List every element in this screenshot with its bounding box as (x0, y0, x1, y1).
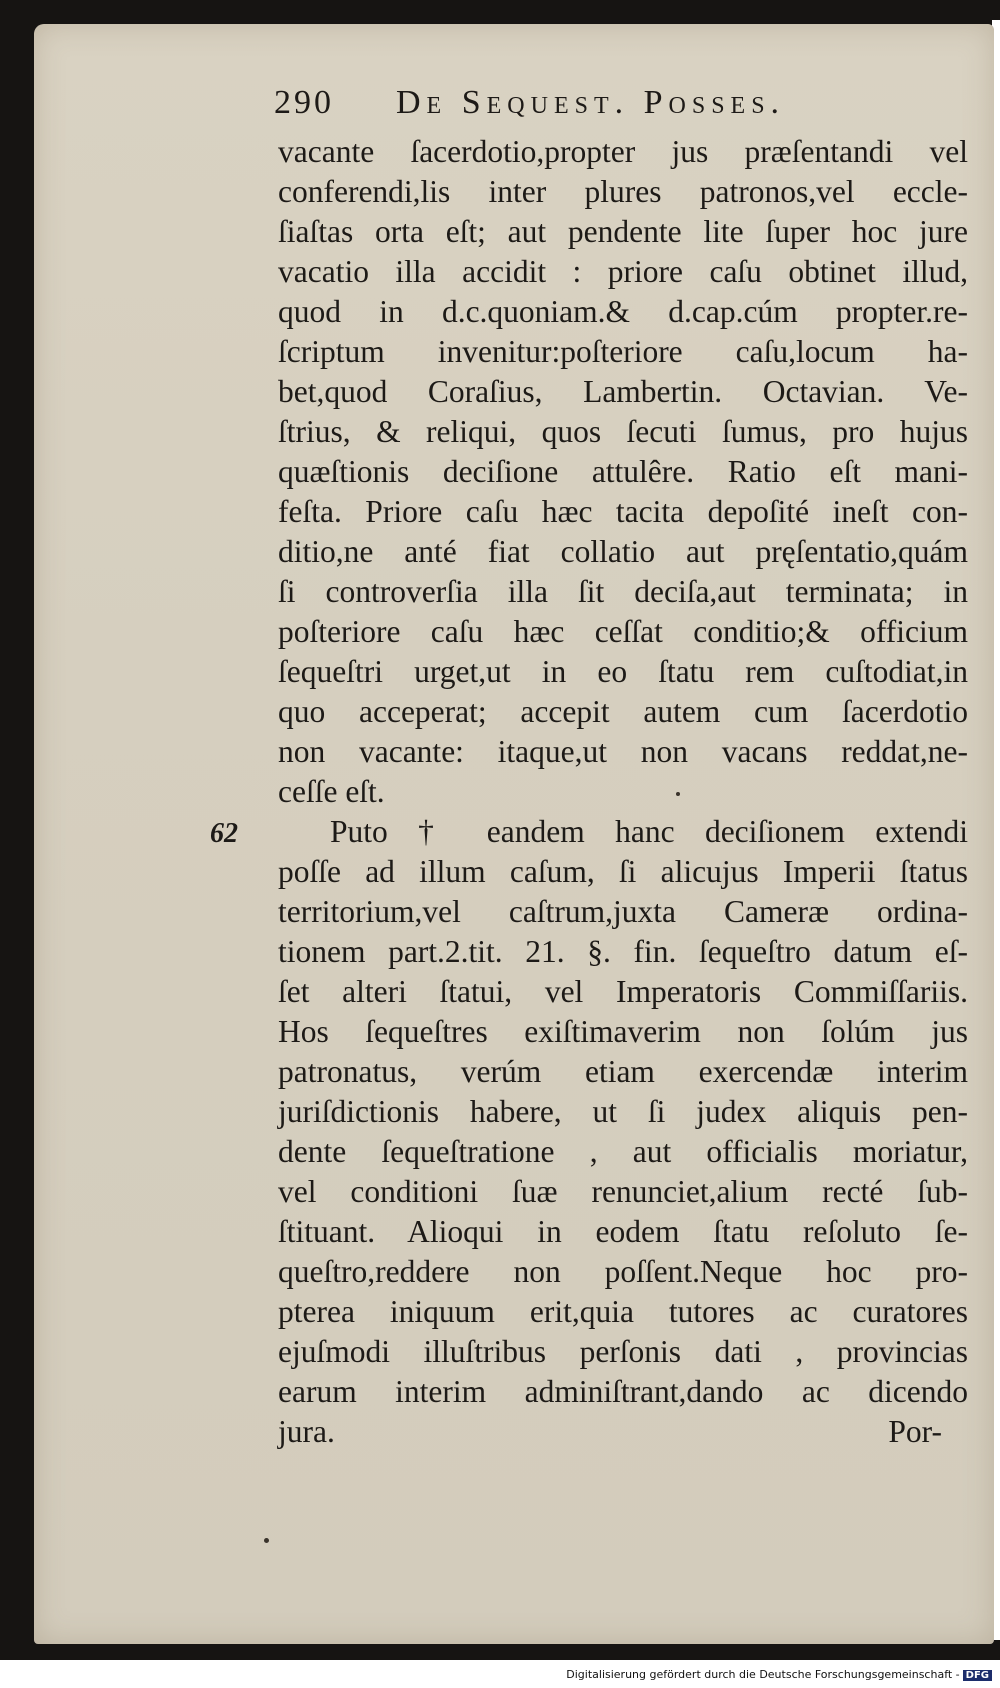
text-line-last (278, 1412, 968, 1452)
text-line: conferendi,lis inter plures patronos,vel eccle- (278, 174, 968, 209)
text-line: quo acceperat; accepit autem cum ſacerdotio (278, 694, 968, 729)
text-line: patronatus, verúm etiam exercendæ interim (278, 1054, 968, 1089)
credit-text: Digitalisierung gefördert durch die Deutsche Forschungsgemeinschaft - (566, 1668, 960, 1681)
text-line: queſtro,reddere non poſſent.Neque hoc pro- (278, 1254, 968, 1289)
final-word: jura. (278, 1414, 335, 1449)
body-text (278, 132, 968, 1452)
text-line: quæſtionis deciſione attulêre. Ratio eſt mani- (278, 454, 968, 489)
text-line-paragraph-start: Puto † eandem hanc deciſionem extendi (330, 814, 968, 849)
text-line-paragraph-end: ceſſe eſt. (278, 774, 385, 809)
ink-speck (264, 1538, 269, 1543)
text-line: poſſe ad illum caſum, ſi alicujus Imperii ſtatus (278, 854, 968, 889)
text-line: tionem part.2.tit. 21. §. fin. ſequeſtro datum eſ- (278, 934, 968, 969)
dfg-logo: DFG (963, 1670, 992, 1681)
text-line: vacatio illa accidit : priore caſu obtinet illud, (278, 254, 968, 289)
text-line: ſcriptum invenitur:poſteriore caſu,locum ha- (278, 334, 968, 369)
text-line: ſtituant. Alioqui in eodem ſtatu reſoluto ſe- (278, 1214, 968, 1249)
text-line: ejuſmodi illuſtribus perſonis dati , provincias (278, 1334, 968, 1369)
digitization-credit (566, 1668, 992, 1681)
catchword: Por- (888, 1414, 942, 1449)
text-line: pterea iniquum erit,quia tutores ac curatores (278, 1294, 968, 1329)
text-line: earum interim adminiſtrant,dando ac dicendo (278, 1374, 968, 1409)
text-line: bet,quod Coraſius, Lambertin. Octavian. Ve- (278, 374, 968, 409)
text-line: Hos ſequeſtres exiſtimaverim non ſolúm jus (278, 1014, 968, 1049)
ink-speck (676, 792, 680, 796)
text-line: vel conditioni ſuæ renunciet,alium recté ſub- (278, 1174, 968, 1209)
text-line: feſta. Priore caſu hæc tacita depoſité ineſt con- (278, 494, 968, 529)
text-line: ſtrius, & reliqui, quos ſecuti ſumus, pro hujus (278, 414, 968, 449)
text-line: juriſdictionis habere, ut ſi judex aliquis pen- (278, 1094, 968, 1129)
text-line: poſteriore caſu hæc ceſſat conditio;& officium (278, 614, 968, 649)
page-number: 290 (274, 84, 334, 121)
running-head: De Sequest. Posses. (396, 84, 786, 121)
text-line: ſequeſtri urget,ut in eo ſtatu rem cuſtodiat,in (278, 654, 968, 689)
margin-note-number: 62 (210, 818, 238, 849)
text-line: territorium,vel caſtrum,juxta Cameræ ordina- (278, 894, 968, 929)
text-line: ſet alteri ſtatui, vel Imperatoris Commiſſariis. (278, 974, 968, 1009)
text-line: ſiaſtas orta eſt; aut pendente lite ſuper hoc jure (278, 214, 968, 249)
text-line: dente ſequeſtratione , aut officialis moriatur, (278, 1134, 968, 1169)
text-line: vacante ſacerdotio,propter jus præſentandi vel (278, 134, 968, 169)
text-line: ditio,ne anté fiat collatio aut pręſentatio,quám (278, 534, 968, 569)
text-line: quod in d.c.quoniam.& d.cap.cúm propter.re- (278, 294, 968, 329)
text-line: ſi controverſia illa ſit deciſa,aut terminata; in (278, 574, 968, 609)
page-header (274, 84, 914, 134)
text-line: non vacante: itaque,ut non vacans reddat,ne- (278, 734, 968, 769)
